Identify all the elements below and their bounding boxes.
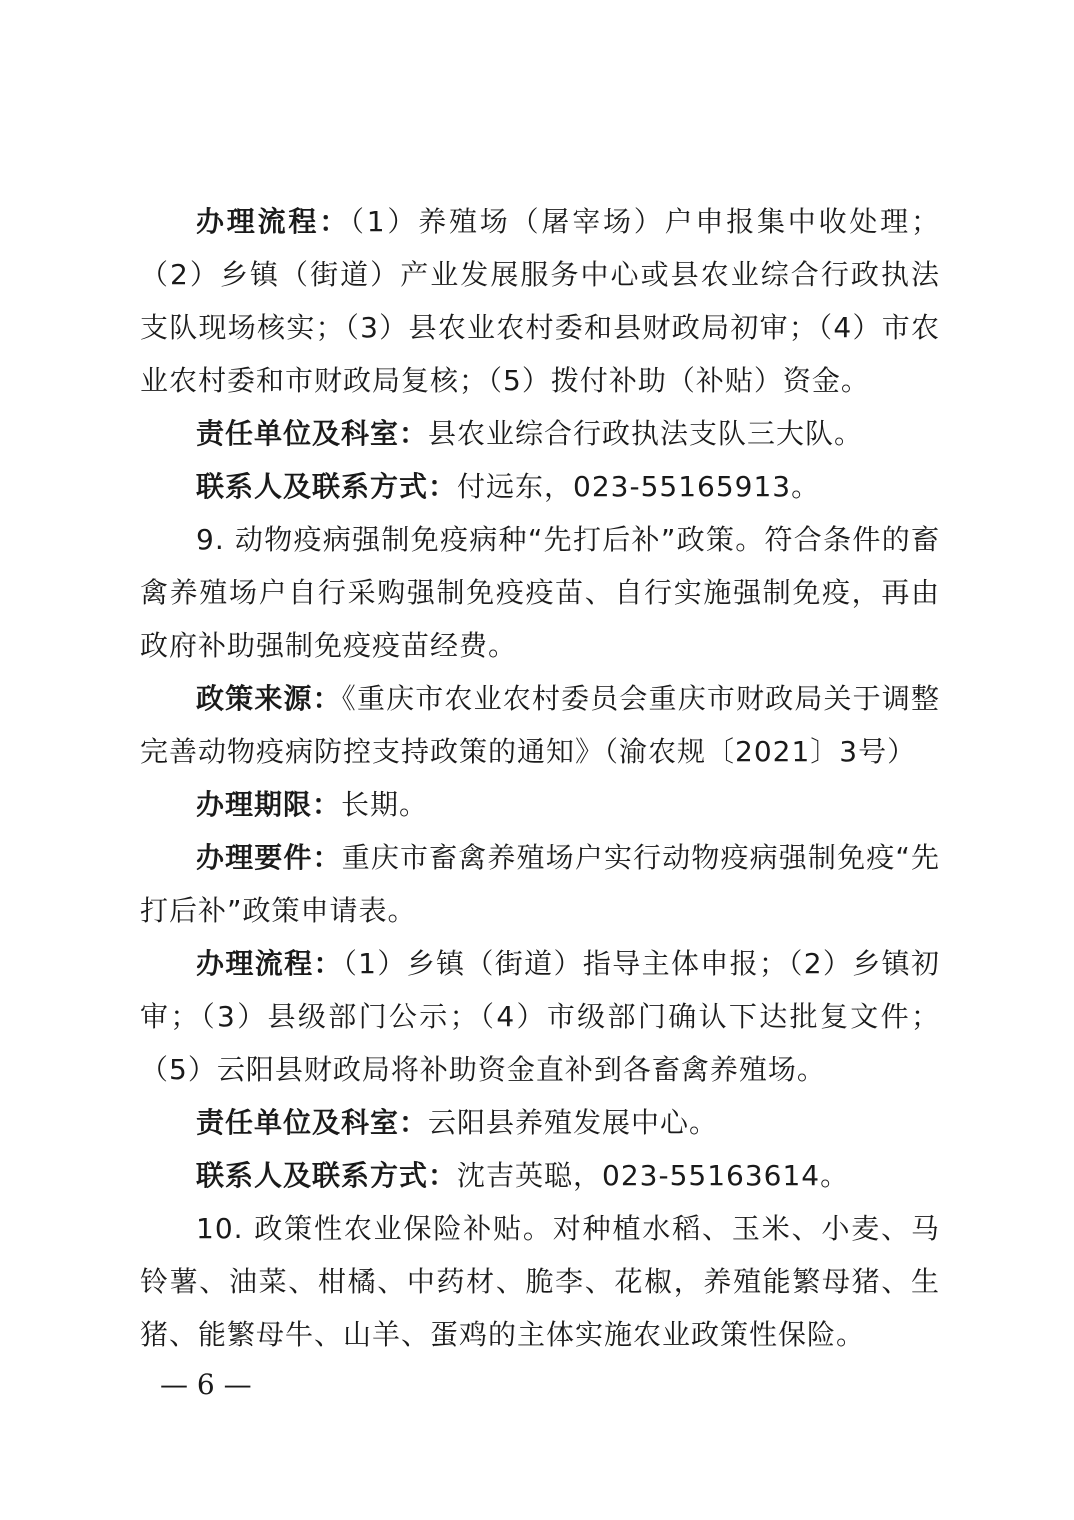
paragraph-label: 政策来源：	[196, 682, 342, 715]
paragraph-label: 办理流程：	[196, 205, 350, 238]
paragraph-text: （1）乡镇（街道）指导主体申报；（2）乡镇初审；（3）县级部门公示；（4）市级部门确认下达批复文件；（5）云阳县财政局将补助资金直补到各畜禽养殖场。	[140, 947, 940, 1086]
paragraph-text: 沈吉英聪，023-55163614。	[457, 1159, 850, 1192]
paragraph-text: 重庆市畜禽养殖场户实行动物疫病强制免疫“先打后补”政策申请表。	[140, 841, 940, 927]
paragraph-requirements	[140, 831, 940, 937]
paragraph-text: 9. 动物疫病强制免疫病种“先打后补”政策。符合条件的畜禽养殖场户自行采购强制免疫疫苗、自行实施强制免疫，再由政府补助强制免疫疫苗经费。	[140, 523, 940, 662]
paragraph-contact	[140, 460, 940, 513]
paragraph-text: （1）养殖场（屠宰场）户申报集中收处理；（2）乡镇（街道）产业发展服务中心或县农业综合行政执法支队现场核实；（3）县农业农村委和县财政局初审；（4）市农业农村委和市财政局复核；（5）拨付补助（补贴）资金。	[140, 205, 940, 397]
paragraph-label: 责任单位及科室：	[196, 1106, 429, 1139]
paragraph-text: 长期。	[341, 788, 429, 821]
paragraph-text: 云阳县养殖发展中心。	[428, 1106, 719, 1139]
paragraph-label: 责任单位及科室：	[196, 417, 429, 450]
paragraph-item-9	[140, 513, 940, 672]
paragraph-text: 10. 政策性农业保险补贴。对种植水稻、玉米、小麦、马铃薯、油菜、柑橘、中药材、脆李、花椒，养殖能繁母猪、生猪、能繁母牛、山羊、蛋鸡的主体实施农业政策性保险。	[140, 1212, 940, 1351]
paragraph-policy-source	[140, 672, 940, 778]
paragraph-item-10	[140, 1202, 940, 1361]
paragraph-responsible-unit	[140, 407, 940, 460]
paragraph-label: 联系人及联系方式：	[196, 1159, 458, 1192]
paragraph-label: 办理要件：	[196, 841, 342, 874]
paragraph-text: 付远东，023-55165913。	[457, 470, 821, 503]
paragraph-period	[140, 778, 940, 831]
paragraph-label: 办理期限：	[196, 788, 342, 821]
paragraph-contact	[140, 1149, 940, 1202]
paragraph-responsible-unit	[140, 1096, 940, 1149]
document-body	[140, 195, 940, 1361]
paragraph-label: 办理流程：	[196, 947, 343, 980]
page-number: — 6 —	[160, 1368, 252, 1401]
paragraph-process	[140, 937, 940, 1096]
paragraph-label: 联系人及联系方式：	[196, 470, 458, 503]
paragraph-process	[140, 195, 940, 407]
paragraph-text: 《重庆市农业农村委员会重庆市财政局关于调整完善动物疫病防控支持政策的通知》（渝农规〔2021〕3号）	[140, 682, 940, 768]
paragraph-text: 县农业综合行政执法支队三大队。	[428, 417, 864, 450]
